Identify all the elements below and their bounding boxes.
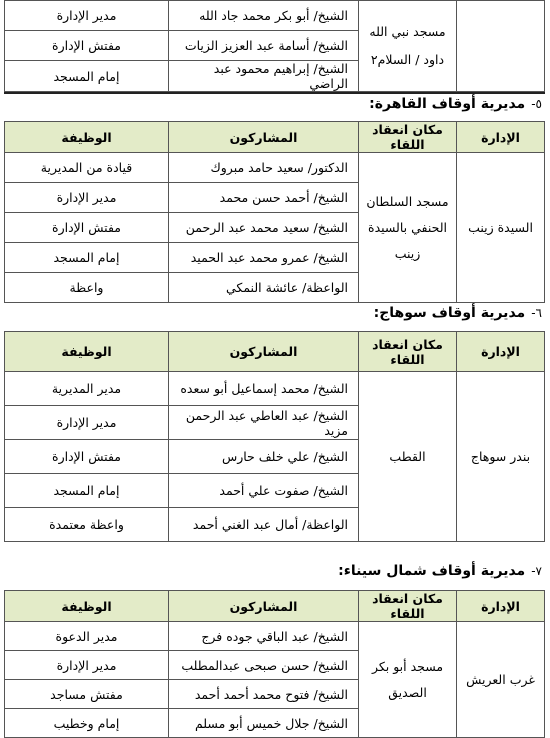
header-participants: المشاركون bbox=[169, 122, 359, 153]
admin-cell: غرب العريش bbox=[457, 622, 545, 738]
place-cell: القطب bbox=[359, 372, 457, 542]
section-table bbox=[4, 121, 545, 303]
section-heading bbox=[374, 305, 542, 321]
section-number: ٦- bbox=[531, 306, 542, 320]
header-job: الوظيفة bbox=[5, 591, 169, 622]
header-admin: الإدارة bbox=[457, 591, 545, 622]
job-cell: واعظة معتمدة bbox=[5, 508, 169, 542]
participant-cell: الشيخ/ أحمد حسن محمد bbox=[169, 183, 359, 213]
participant-cell: الشيخ/ حسن صبحى عبدالمطلب bbox=[169, 651, 359, 680]
section-title: مديرية أوقاف شمال سيناء: bbox=[338, 563, 526, 579]
participant-cell: الشيخ/ عبد العاطي عبد الرحمن مزيد bbox=[169, 406, 359, 440]
job-cell: مفتش الإدارة bbox=[5, 213, 169, 243]
participant-cell: الواعظة/ عائشة النمكي bbox=[169, 273, 359, 303]
participant-cell: الشيخ/ سعيد محمد عبد الرحمن bbox=[169, 213, 359, 243]
job-cell: إمام المسجد bbox=[5, 61, 169, 92]
participant-cell: الدكتور/ سعيد حامد مبروك bbox=[169, 153, 359, 183]
section-heading bbox=[338, 563, 542, 579]
job-cell: مدير الإدارة bbox=[5, 1, 169, 31]
job-cell: مدير الإدارة bbox=[5, 406, 169, 440]
participant-cell: الشيخ/ عمرو محمد عبد الحميد bbox=[169, 243, 359, 273]
participant-cell: الشيخ/ عبد الباقي جوده فرج bbox=[169, 622, 359, 651]
job-cell: مفتش الإدارة bbox=[5, 440, 169, 474]
place-cell: مسجد نبي الله داود / السلام٢ bbox=[359, 1, 457, 92]
header-admin: الإدارة bbox=[457, 332, 545, 372]
admin-cell bbox=[457, 1, 545, 92]
job-cell: إمام وخطيب bbox=[5, 709, 169, 738]
place-cell: مسجد السلطان الحنفي بالسيدة زينب bbox=[359, 153, 457, 303]
section-table bbox=[4, 331, 545, 542]
section-title: مديرية أوقاف سوهاج: bbox=[373, 305, 526, 321]
header-place: مكان انعقاد اللقاء bbox=[359, 591, 457, 622]
participant-cell: الشيخ/ إبراهيم محمود عبد الراضي bbox=[169, 61, 359, 92]
participant-cell: الشيخ/ علي خلف حارس bbox=[169, 440, 359, 474]
section-title: مديرية أوقاف القاهرة: bbox=[369, 96, 526, 112]
job-cell: قيادة من المديرية bbox=[5, 153, 169, 183]
job-cell: مدير الإدارة bbox=[5, 183, 169, 213]
top-table bbox=[4, 0, 545, 92]
section-number: ٥- bbox=[531, 97, 542, 111]
header-job: الوظيفة bbox=[5, 332, 169, 372]
header-participants: المشاركون bbox=[169, 332, 359, 372]
job-cell: مدير الدعوة bbox=[5, 622, 169, 651]
participant-cell: الشيخ/ فتوح محمد أحمد أحمد bbox=[169, 680, 359, 709]
job-cell: واعظة bbox=[5, 273, 169, 303]
header-place: مكان انعقاد اللقاء bbox=[359, 332, 457, 372]
section-heading bbox=[369, 96, 542, 112]
section-number: ٧- bbox=[531, 564, 542, 578]
section-divider bbox=[4, 92, 545, 94]
place-cell: مسجد أبو بكر الصديق bbox=[359, 622, 457, 738]
participant-cell: الشيخ/ جلال خميس أبو مسلم bbox=[169, 709, 359, 738]
job-cell: إمام المسجد bbox=[5, 474, 169, 508]
job-cell: مفتش الإدارة bbox=[5, 31, 169, 61]
header-participants: المشاركون bbox=[169, 591, 359, 622]
section-table bbox=[4, 590, 545, 738]
participant-cell: الشيخ/ محمد إسماعيل أبو سعده bbox=[169, 372, 359, 406]
admin-cell: بندر سوهاج bbox=[457, 372, 545, 542]
admin-cell: السيدة زينب bbox=[457, 153, 545, 303]
header-admin: الإدارة bbox=[457, 122, 545, 153]
participant-cell: الشيخ/ أسامة عبد العزيز الزيات bbox=[169, 31, 359, 61]
job-cell: إمام المسجد bbox=[5, 243, 169, 273]
job-cell: مدير الإدارة bbox=[5, 651, 169, 680]
participant-cell: الشيخ/ أبو بكر محمد جاد الله bbox=[169, 1, 359, 31]
job-cell: مفتش مساجد bbox=[5, 680, 169, 709]
participant-cell: الشيخ/ صفوت علي أحمد bbox=[169, 474, 359, 508]
job-cell: مدير المديرية bbox=[5, 372, 169, 406]
header-job: الوظيفة bbox=[5, 122, 169, 153]
participant-cell: الواعظة/ أمال عبد الغني أحمد bbox=[169, 508, 359, 542]
header-place: مكان انعقاد اللقاء bbox=[359, 122, 457, 153]
